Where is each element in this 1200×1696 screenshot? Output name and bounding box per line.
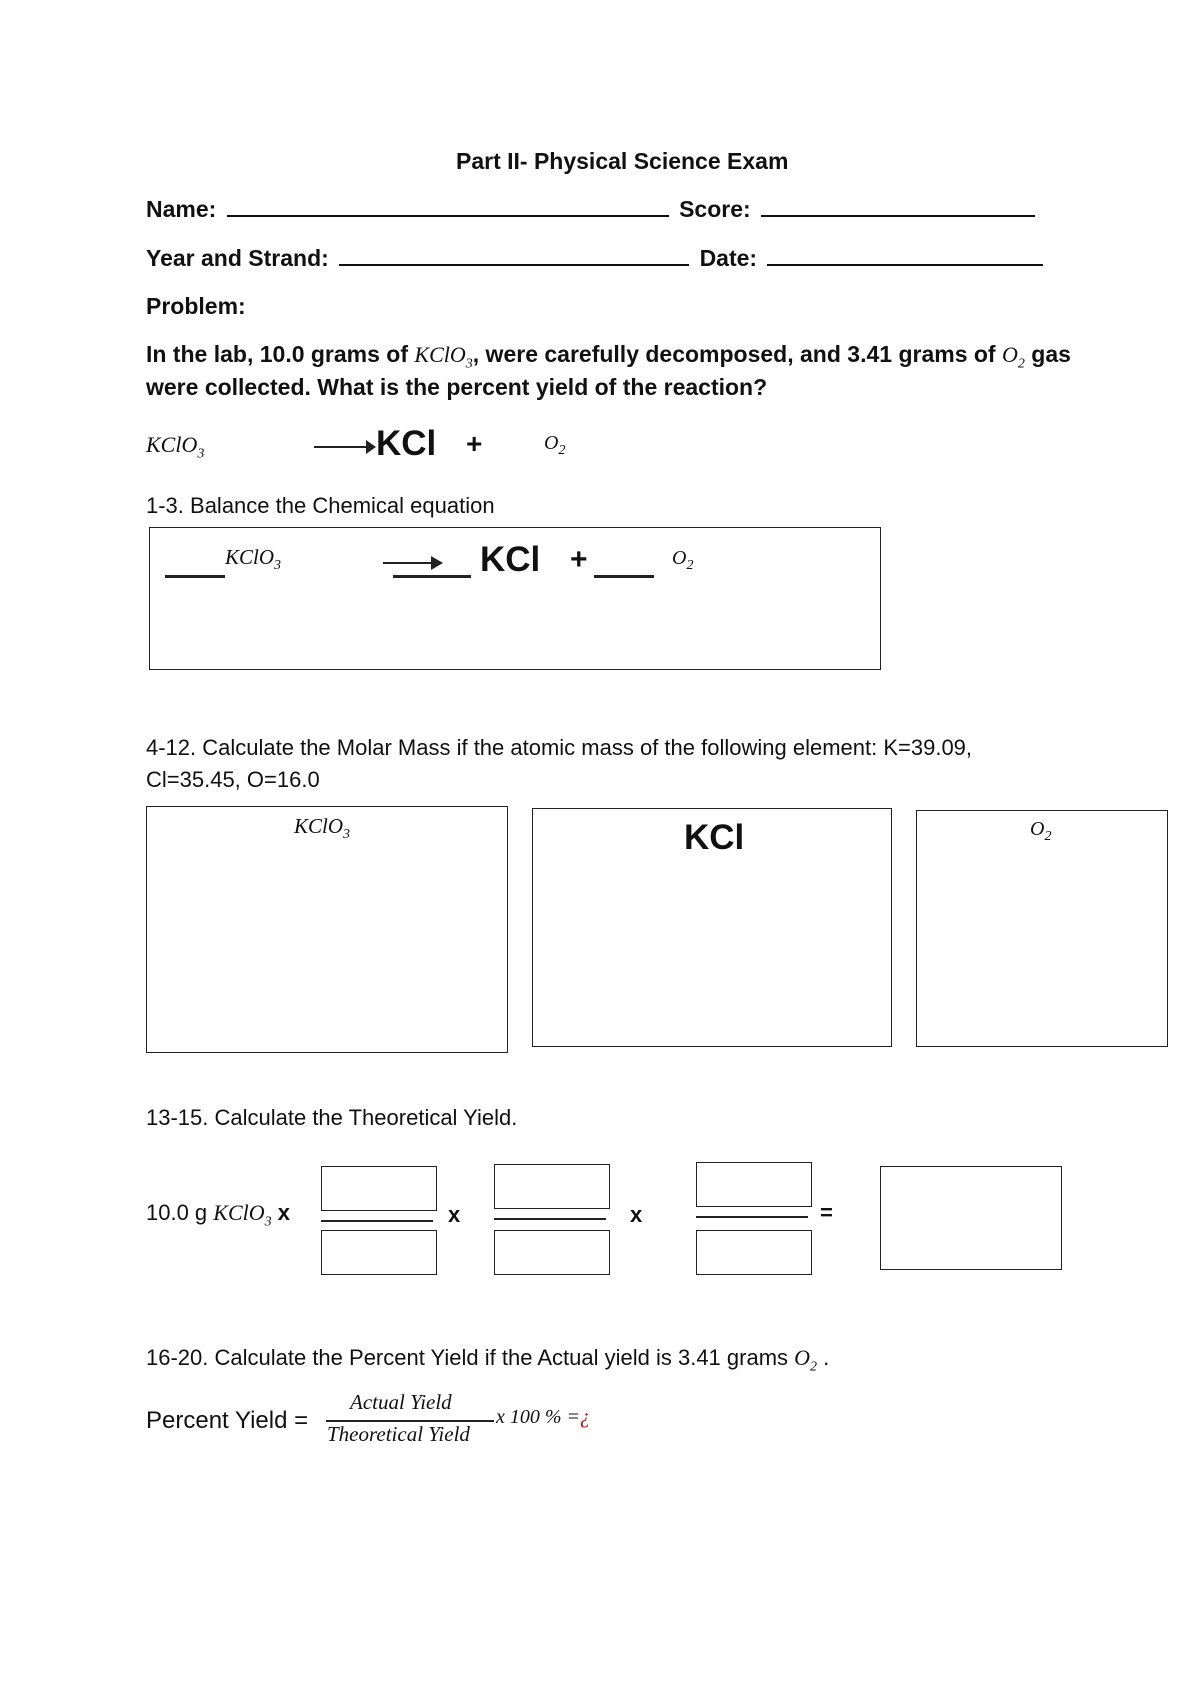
balance-product-kcl: KCl — [480, 540, 541, 579]
year-row — [146, 245, 1047, 272]
section-4-heading: 16-20. Calculate the Percent Yield if the Actual yield is 3.41 grams $O_2$ . — [146, 1345, 830, 1375]
fraction-1-denominator-box[interactable] — [321, 1230, 437, 1275]
fraction-2-numerator-box[interactable] — [494, 1164, 610, 1209]
molar-mass-kclo3-label: KClO$_3$ — [294, 814, 351, 843]
section-1-heading: 1-3. Balance the Chemical equation — [146, 493, 495, 518]
fraction-2-denominator-box[interactable] — [494, 1230, 610, 1275]
fraction-3-denominator-box[interactable] — [696, 1230, 812, 1275]
year-strand-label: Year and Strand: — [146, 245, 329, 271]
equation-product-o2: $O_2$ — [544, 432, 566, 458]
coefficient-blank-2[interactable] — [393, 575, 471, 578]
theoretical-yield-start: 10.0 g KClO$_3$ x — [146, 1200, 291, 1230]
fraction-1-line — [321, 1220, 433, 1222]
score-label: Score: — [679, 196, 751, 222]
date-label: Date: — [699, 245, 758, 271]
section-2-heading-line1: 4-12. Calculate the Molar Mass if the atomic mass of the following element: K=39.09, — [146, 735, 973, 760]
problem-text-line1: In the lab, 10.0 grams of KClO$_3$, were carefully decomposed, and 3.41 grams of $O_2$ gas — [146, 341, 1071, 372]
theoretical-yield-answer-box[interactable] — [880, 1166, 1062, 1270]
molar-mass-box-o2[interactable] — [916, 810, 1168, 1047]
fraction-1-numerator-box[interactable] — [321, 1166, 437, 1211]
page-title: Part II- Physical Science Exam — [456, 148, 789, 174]
balance-product-o2: $O_2$ — [672, 547, 694, 573]
name-field[interactable] — [227, 214, 669, 217]
percent-yield-denominator: Theoretical Yield — [327, 1422, 470, 1446]
date-field[interactable] — [767, 263, 1043, 266]
balance-reactant: KClO$_3$ — [225, 545, 282, 574]
section-2-heading-line2: Cl=35.45, O=16.0 — [146, 767, 320, 792]
balance-arrow-head-icon — [431, 556, 443, 570]
coefficient-blank-1[interactable] — [165, 575, 225, 578]
equation-product-kcl: KCl — [376, 424, 437, 463]
year-strand-field[interactable] — [339, 263, 689, 266]
fraction-2-line — [494, 1218, 606, 1220]
equation-arrow — [314, 446, 368, 448]
balance-arrow — [383, 562, 433, 564]
fraction-3-line — [696, 1216, 808, 1218]
equation-plus: + — [466, 428, 483, 459]
molar-mass-o2-label: $O_2$ — [1030, 818, 1052, 844]
name-row — [146, 196, 1039, 223]
percent-yield-result: ¿ — [580, 1406, 591, 1428]
percent-yield-numerator: Actual Yield — [350, 1390, 452, 1414]
balance-plus: + — [570, 543, 588, 576]
score-field[interactable] — [761, 214, 1035, 217]
percent-yield-multiplier: x 100 % =¿ — [496, 1406, 591, 1428]
section-3-heading: 13-15. Calculate the Theoretical Yield. — [146, 1105, 518, 1130]
arrow-head-icon — [366, 440, 376, 454]
coefficient-blank-3[interactable] — [594, 575, 654, 578]
molar-mass-kcl-label: KCl — [684, 818, 745, 857]
equals-sign: = — [820, 1200, 833, 1225]
times-sign-2: x — [630, 1202, 643, 1227]
fraction-3-numerator-box[interactable] — [696, 1162, 812, 1207]
name-label: Name: — [146, 196, 217, 222]
problem-text-line2: were collected. What is the percent yield of the reaction? — [146, 374, 768, 400]
problem-label: Problem: — [146, 293, 246, 319]
times-sign-1: x — [448, 1202, 461, 1227]
percent-yield-label: Percent Yield = — [146, 1407, 309, 1434]
equation-reactant: KClO$_3$ — [146, 432, 205, 462]
